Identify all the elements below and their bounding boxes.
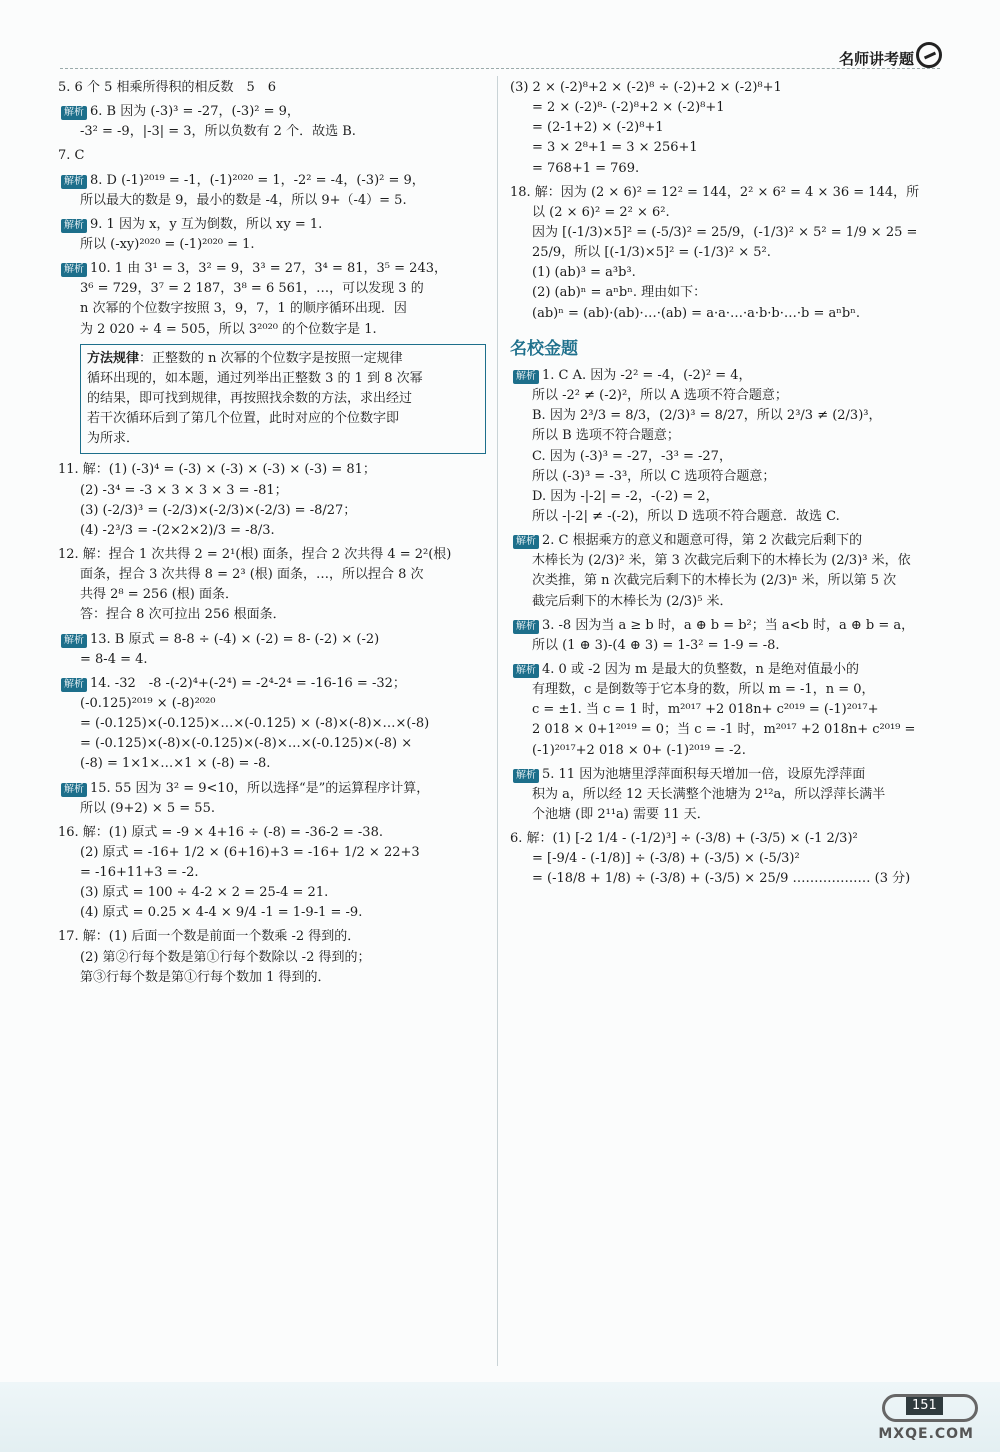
answer-line: 所以 -2² ≠ (-2)²，所以 A 选项不符合题意； — [532, 388, 788, 404]
answer-line: 12. 解：捏合 1 次共得 2 = 2¹(根) 面条，捏合 2 次共得 4 = 2²(根) — [58, 546, 452, 562]
method-tip-text: 为所求． — [87, 431, 140, 447]
analysis-tag: 解析 — [61, 678, 87, 692]
answer-entry — [58, 545, 486, 626]
analysis-tag: 解析 — [61, 106, 87, 120]
answer-entry — [510, 531, 940, 612]
answer-entry — [58, 78, 486, 98]
answer-text: 3. -8 因为当 a ≥ b 时，a ⊕ b = b²；当 a<b 时，a ⊕ b = a， — [542, 617, 915, 633]
analysis-tag: 解析 — [61, 175, 87, 189]
answer-text: 9. 1 因为 x，y 互为倒数，所以 xy = 1. — [90, 216, 323, 232]
answer-line: 次类推，第 n 次截完后剩下的木棒长为 (2/3)ⁿ 米，所以第 5 次 — [532, 573, 897, 589]
answer-line — [510, 531, 940, 551]
answer-line: 所以 (-3)³ = -3³，所以 C 选项符合题意； — [532, 468, 776, 484]
answer-line — [58, 779, 486, 799]
method-tip-text: 若干次循环后到了第几个位置，此时对应的个位数字即 — [87, 411, 400, 427]
method-tip-line — [87, 409, 479, 429]
analysis-tag: 解析 — [513, 664, 539, 678]
method-tip-text: 的结果，即可找到规律，再按照找余数的方法，求出经过 — [87, 390, 413, 406]
analysis-tag: 解析 — [513, 370, 539, 384]
analysis-tag: 解析 — [513, 769, 539, 783]
answer-line: = (-0.125)×(-8)×(-0.125)×(-8)×…×(-0.125)×(-8) × — [80, 736, 413, 752]
answer-line: D. 因为 -|-2| = -2，-(-2) = 2， — [532, 488, 719, 504]
answer-line — [58, 171, 486, 191]
answer-line: 截完后剩下的木棒长为 (2/3)⁵ 米． — [532, 593, 733, 609]
answer-line: 6. 解：(1) [-2 1/4 - (-1/2)³] ÷ (-3/8) + (-3/5) × (-1 2/3)² — [510, 831, 858, 847]
answer-line: B. 因为 2³/3 = 8/3，(2/3)³ = 8/27，所以 2³/3 ≠ (2/3)³， — [532, 408, 882, 424]
answer-line: = [-9/4 - (-1/8)] ÷ (-3/8) + (-3/5) × (-5/3)² — [532, 851, 800, 867]
answer-entry — [58, 927, 486, 987]
answer-line: = 2 × (-2)⁸- (-2)⁸+2 × (-2)⁸+1 — [532, 100, 725, 116]
answer-line: c = ±1. 当 c = 1 时，m²⁰¹⁷ +2 018n+ c²⁰¹⁹ = (-1)²⁰¹⁷+ — [532, 702, 879, 718]
answer-line: 所以 (1 ⊕ 3)-(4 ⊕ 3) = 1-3² = 1-9 = -8. — [532, 637, 780, 653]
answer-line: (1) (ab)³ = a³b³. — [532, 265, 636, 281]
answer-line: 以 (2 × 6)² = 2² × 6². — [532, 204, 670, 220]
analysis-tag: 解析 — [61, 263, 87, 277]
method-tip-text: ：正整数的 n 次幂的个位数字是按照一定规律 — [139, 350, 403, 366]
answer-line: 有理数，c 是倒数等于它本身的数，所以 m = -1，n = 0， — [532, 682, 875, 698]
answer-entry — [510, 78, 940, 179]
answer-line — [510, 765, 940, 785]
answer-line — [58, 102, 486, 122]
answer-line: 因为 [(-1/3)×5]² = (-5/3)² = 25/9，(-1/3)² × 5² = 1/9 × 25 = — [532, 224, 918, 240]
answer-line — [58, 215, 486, 235]
answer-line: (-8) = 1×1×…×1 × (-8) = -8. — [80, 756, 271, 772]
answer-entry — [58, 171, 486, 211]
answer-line: (2) (ab)ⁿ = aⁿbⁿ. 理由如下： — [532, 285, 707, 301]
header-title: 名师讲考题 — [838, 50, 914, 68]
method-tip-line — [87, 429, 479, 449]
answer-line: 个池塘 (即 2¹¹a) 需要 11 天． — [532, 806, 710, 822]
method-tip-text: 循环出现的，如本题，通过列举出正整数 3 的 1 到 8 次幂 — [87, 370, 423, 386]
analysis-tag: 解析 — [61, 783, 87, 797]
answer-entry — [510, 660, 940, 761]
answer-line: 共得 2⁸ = 256 (根) 面条． — [80, 587, 238, 603]
answer-text: 13. B 原式 = 8-8 ÷ (-4) × (-2) = 8- (-2) × (-2) — [90, 631, 380, 647]
analysis-tag: 解析 — [513, 620, 539, 634]
answer-entry — [510, 616, 940, 656]
answer-line — [510, 616, 940, 636]
right-column — [510, 78, 940, 894]
answer-line: 16. 解：(1) 原式 = -9 × 4+16 ÷ (-8) = -36-2 = -38. — [58, 824, 383, 840]
answer-line: 11. 解：(1) (-3)⁴ = (-3) × (-3) × (-3) × (-3) = 81； — [58, 462, 376, 478]
method-tip-line — [87, 349, 479, 369]
answer-entry — [510, 829, 940, 889]
section-title: 名校金题 — [510, 338, 578, 359]
answer-entry — [58, 146, 486, 166]
answer-line: 5. 6 个 5 相乘所得积的相反数 5 6 — [58, 80, 277, 95]
answer-line: (3) (-2/3)³ = (-2/3)×(-2/3)×(-2/3) = -8/27； — [80, 502, 357, 518]
method-tip-line — [87, 369, 479, 389]
answer-line: 17. 解：(1) 后面一个数是前面一个数乘 -2 得到的． — [58, 929, 361, 945]
answer-line: = 3 × 2⁸+1 = 3 × 256+1 — [532, 140, 698, 156]
answer-line: 木棒长为 (2/3)² 米，第 3 次截完后剩下的木棒长为 (2/3)³ 米，依 — [532, 553, 911, 569]
analysis-tag: 解析 — [513, 535, 539, 549]
answer-line: n 次幂的个位数字按照 3，9，7，1 的顺序循环出现．因 — [80, 301, 407, 317]
answer-line: (3) 原式 = 100 ÷ 4-2 × 2 = 25-4 = 21. — [80, 885, 329, 901]
answer-text: 8. D (-1)²⁰¹⁹ = -1，(-1)²⁰²⁰ = 1，-2² = -4，(-3)² = 9， — [90, 172, 425, 188]
answer-line: (2) 原式 = -16+ 1/2 × (6+16)+3 = -16+ 1/2 × 22+3 — [80, 844, 420, 860]
answer-line: (-0.125)²⁰¹⁹ × (-8)²⁰²⁰ — [80, 695, 216, 711]
answer-line — [58, 674, 486, 694]
answer-entry — [58, 215, 486, 255]
answer-line: 积为 a，所以经 12 天长满整个池塘为 2¹²a，所以浮萍长满半 — [532, 786, 886, 802]
answer-line: 7. C — [58, 148, 85, 164]
answer-line: (4) -2³/3 = -(2×2×2)/3 = -8/3. — [80, 522, 275, 538]
answer-line: 为 2 020 ÷ 4 = 505，所以 3²⁰²⁰ 的个位数字是 1. — [80, 321, 377, 337]
answer-line: 第③行每个数是第①行每个数加 1 得到的． — [80, 969, 331, 985]
answer-entry — [510, 765, 940, 825]
watermark-text: MXQE.COM — [878, 1426, 974, 1442]
answer-line: (2) -3⁴ = -3 × 3 × 3 × 3 = -81； — [80, 482, 288, 498]
analysis-tag: 解析 — [61, 219, 87, 233]
answer-entry — [58, 779, 486, 819]
analysis-tag: 解析 — [61, 634, 87, 648]
answer-entry — [510, 366, 940, 527]
column-divider — [497, 76, 498, 1366]
footer-band — [0, 1382, 1000, 1452]
answer-entry — [58, 259, 486, 340]
method-tip-heading: 方法规律 — [87, 350, 140, 366]
answer-line — [510, 366, 940, 386]
answer-entry — [58, 102, 486, 142]
answer-line: 所以 (9+2) × 5 = 55. — [80, 800, 215, 816]
answer-line: (2) 第②行每个数是第①行每个数除以 -2 得到的； — [80, 949, 371, 965]
answer-line: 18. 解：因为 (2 × 6)² = 12² = 144，2² × 6² = 4 × 36 = 144，所 — [510, 184, 920, 200]
answer-line: = 768+1 = 769. — [532, 160, 640, 176]
answer-text: 10. 1 由 3¹ = 3，3² = 9，3³ = 27，3⁴ = 81，3⁵ = 243， — [90, 261, 447, 277]
watermark-logo-icon — [882, 1394, 978, 1422]
header-logo-icon — [916, 42, 942, 68]
answer-line — [510, 660, 940, 680]
answer-line: (-1)²⁰¹⁷+2 018 × 0+ (-1)²⁰¹⁹ = -2. — [532, 742, 746, 758]
answer-line: 面条，捏合 3 次共得 8 = 2³ (根) 面条，…，所以捏合 8 次 — [80, 567, 424, 583]
method-tip-line — [87, 389, 479, 409]
answer-line: = (-0.125)×(-0.125)×…×(-0.125) × (-8)×(-8)×…×(-8) — [80, 716, 430, 732]
answer-line: 25/9，所以 [(-1/3)×5]² = (-1/3)² × 5². — [532, 245, 771, 261]
answer-entry — [58, 630, 486, 670]
answer-entry — [58, 823, 486, 924]
answer-text: 5. 11 因为池塘里浮萍面积每天增加一倍，设原先浮萍面 — [542, 766, 866, 782]
left-column — [58, 78, 486, 992]
answer-line: 所以 B 选项不符合题意； — [532, 428, 680, 444]
answer-entry — [58, 674, 486, 775]
answer-text: 15. 55 因为 3² = 9<10，所以选择“是”的运算程序计算， — [90, 780, 430, 796]
page-number: 151 — [906, 1396, 943, 1415]
answer-line: -3² = -9，|-3| = 3，所以负数有 2 个．故选 B. — [80, 124, 356, 140]
answer-line: 答：捏合 8 次可拉出 256 根面条． — [80, 607, 286, 623]
answer-entry — [510, 183, 940, 324]
answer-line: 所以 -|-2| ≠ -(-2)，所以 D 选项不符合题意．故选 C. — [532, 509, 840, 525]
answer-entry — [58, 460, 486, 541]
answer-line: = (-18/8 + 1/8) ÷ (-3/8) + (-3/5) × 25/9 ……………… (3 分) — [532, 871, 911, 887]
answer-line: 3⁶ = 729，3⁷ = 2 187，3⁸ = 6 561，…，可以发现 3 的 — [80, 281, 424, 297]
answer-line: (ab)ⁿ = (ab)·(ab)·…·(ab) = a·a·…·a·b·b·…·b = aⁿbⁿ. — [532, 305, 860, 321]
answer-line: = (2-1+2) × (-2)⁸+1 — [532, 120, 664, 136]
answer-line: C. 因为 (-3)³ = -27，-3³ = -27， — [532, 448, 732, 464]
answer-line: = 8-4 = 4. — [80, 651, 148, 667]
answer-line: 所以最大的数是 9，最小的数是 -4，所以 9+（-4）= 5. — [80, 192, 407, 208]
answer-line: = -16+11+3 = -2. — [80, 865, 199, 881]
header-divider — [60, 68, 940, 69]
answer-line: 2 018 × 0+1²⁰¹⁹ = 0；当 c = -1 时，m²⁰¹⁷ +2 018n+ c²⁰¹⁹ = — [532, 722, 916, 738]
answer-text: 6. B 因为 (-3)³ = -27，(-3)² = 9， — [90, 104, 300, 120]
answer-line: 所以 (-xy)²⁰²⁰ = (-1)²⁰²⁰ = 1. — [80, 236, 255, 252]
answer-text: 4. 0 或 -2 因为 m 是最大的负整数，n 是绝对值最小的 — [542, 662, 859, 677]
answer-line — [58, 259, 486, 279]
method-tip-box — [80, 344, 486, 455]
answer-text: 14. -32 -8 -(-2)⁴+(-2⁴) = -2⁴-2⁴ = -16-16 = -32； — [90, 675, 406, 691]
answer-line: (4) 原式 = 0.25 × 4-4 × 9/4 -1 = 1-9-1 = -9. — [80, 905, 363, 921]
answer-text: 1. C A. 因为 -2² = -4，(-2)² = 4， — [542, 368, 752, 384]
answer-line — [58, 630, 486, 650]
answer-line: (3) 2 × (-2)⁸+2 × (-2)⁸ ÷ (-2)+2 × (-2)⁸+1 — [510, 80, 782, 95]
answer-text: 2. C 根据乘方的意义和题意可得，第 2 次截完后剩下的 — [542, 533, 863, 549]
